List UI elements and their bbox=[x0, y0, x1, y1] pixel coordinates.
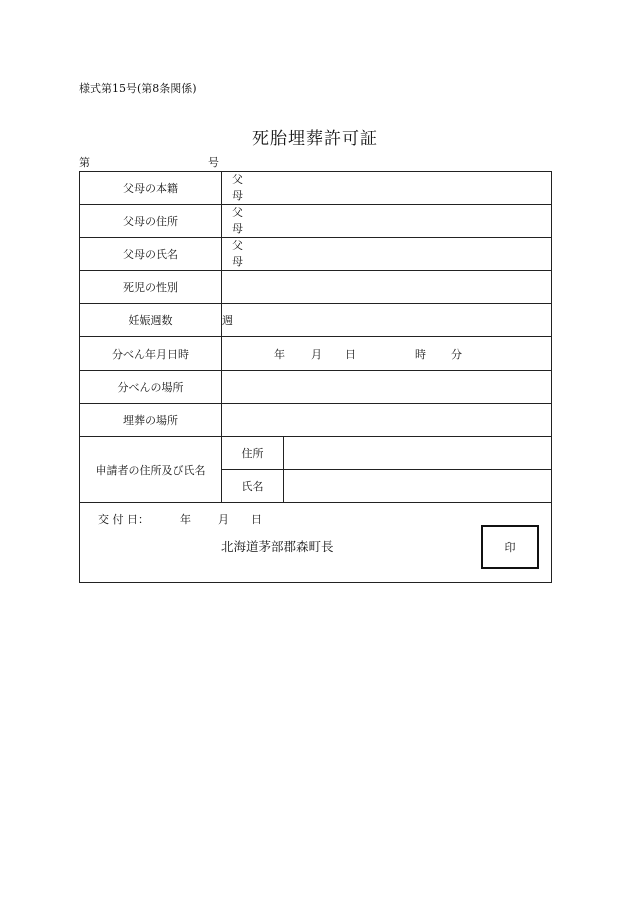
weeks-unit: 週 bbox=[222, 314, 233, 327]
issuer-mayor: 北海道茅部郡森町長 bbox=[221, 539, 334, 554]
seal-mark: 印 bbox=[504, 541, 516, 554]
label-burial-place: 埋葬の場所 bbox=[80, 404, 222, 437]
label-parents-address: 父母の住所 bbox=[80, 205, 222, 238]
row-applicant-address bbox=[80, 437, 552, 470]
value-applicant-name[interactable] bbox=[284, 470, 552, 503]
document-title: 死胎埋葬許可証 bbox=[252, 129, 378, 149]
father-mark: 父 bbox=[232, 173, 243, 186]
issue-year-unit: 年 bbox=[180, 513, 191, 526]
footer-cell bbox=[80, 503, 552, 583]
month-unit: 月 bbox=[311, 348, 322, 361]
mother-mark: 母 bbox=[232, 189, 243, 202]
value-delivery-place[interactable] bbox=[222, 371, 552, 404]
value-gestation-weeks[interactable] bbox=[222, 304, 552, 337]
row-delivery-place bbox=[80, 371, 552, 404]
value-applicant-address[interactable] bbox=[284, 437, 552, 470]
label-gestation-weeks: 妊娠週数 bbox=[80, 304, 222, 337]
permit-table bbox=[79, 171, 552, 583]
form-number: 様式第15号(第8条関係) bbox=[79, 82, 197, 95]
label-stillborn-sex: 死児の性別 bbox=[80, 271, 222, 304]
row-delivery-datetime bbox=[80, 337, 552, 371]
value-stillborn-sex[interactable] bbox=[222, 271, 552, 304]
label-applicant: 申請者の住所及び氏名 bbox=[80, 437, 222, 503]
day-unit: 日 bbox=[345, 348, 356, 361]
row-parents-domicile bbox=[80, 172, 552, 205]
row-parents-address bbox=[80, 205, 552, 238]
father-mark: 父 bbox=[232, 239, 243, 252]
value-parents-name[interactable] bbox=[222, 238, 552, 271]
mother-mark: 母 bbox=[232, 255, 243, 268]
value-delivery-datetime[interactable] bbox=[222, 337, 552, 371]
label-parents-domicile: 父母の本籍 bbox=[80, 172, 222, 205]
row-parents-name bbox=[80, 238, 552, 271]
row-gestation-weeks bbox=[80, 304, 552, 337]
number-suffix: 号 bbox=[208, 156, 219, 169]
label-parents-name: 父母の氏名 bbox=[80, 238, 222, 271]
mother-mark: 母 bbox=[232, 222, 243, 235]
father-mark: 父 bbox=[232, 206, 243, 219]
year-unit: 年 bbox=[274, 348, 285, 361]
label-delivery-datetime: 分べん年月日時 bbox=[80, 337, 222, 371]
seal-box bbox=[481, 525, 539, 569]
value-burial-place[interactable] bbox=[222, 404, 552, 437]
label-applicant-name: 氏名 bbox=[222, 470, 284, 503]
hour-unit: 時 bbox=[415, 348, 426, 361]
issue-date-label: 交 付 日： bbox=[98, 513, 149, 526]
label-delivery-place: 分べんの場所 bbox=[80, 371, 222, 404]
issue-day-unit: 日 bbox=[251, 513, 262, 526]
value-parents-domicile[interactable] bbox=[222, 172, 552, 205]
label-applicant-address: 住所 bbox=[222, 437, 284, 470]
row-stillborn-sex bbox=[80, 271, 552, 304]
value-parents-address[interactable] bbox=[222, 205, 552, 238]
row-burial-place bbox=[80, 404, 552, 437]
issue-month-unit: 月 bbox=[218, 513, 229, 526]
row-footer bbox=[80, 503, 552, 583]
minute-unit: 分 bbox=[451, 348, 462, 361]
number-prefix: 第 bbox=[79, 156, 90, 169]
